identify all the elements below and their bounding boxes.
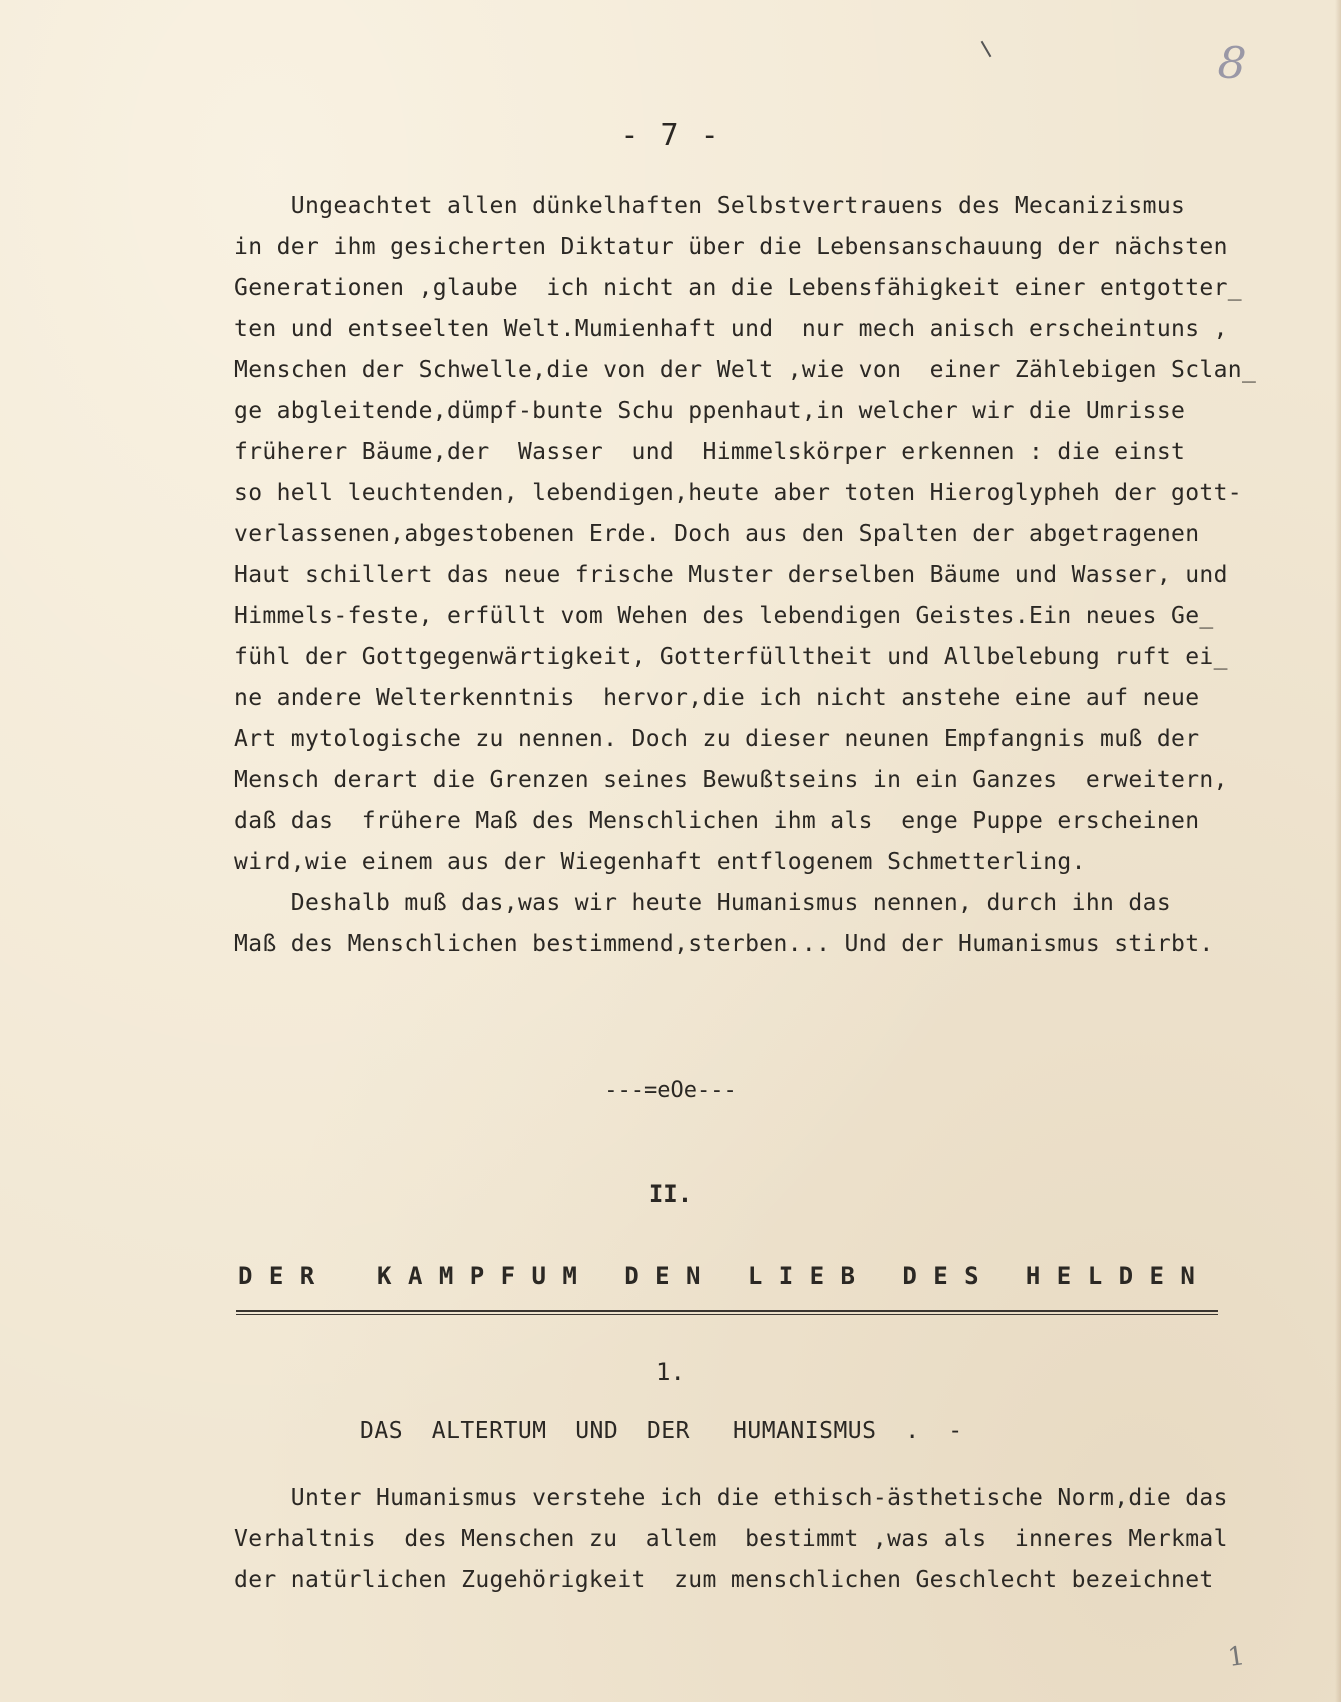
text-line: Art mytologische zu nennen. Doch zu dieser neunen Empfangnis muß der	[234, 726, 1200, 752]
text-line: Mensch derart die Grenzen seines Bewußtseins in ein Ganzes erweitern,	[234, 767, 1228, 793]
chapter-numeral: II.	[648, 1180, 693, 1208]
section-title: DAS ALTERTUM UND DER HUMANISMUS . -	[360, 1418, 963, 1444]
text-line: Menschen der Schwelle,die von der Welt ,wie von einer Zählebigen Sclan_	[234, 357, 1257, 383]
text-line: Himmels-feste, erfüllt vom Wehen des lebendigen Geistes.Ein neues Ge_	[234, 603, 1214, 629]
text-line: ge abgleitende,dümpf-bunte Schu ppenhaut,in welcher wir die Umrisse	[234, 398, 1186, 424]
page-number: - 7 -	[620, 118, 721, 153]
text-line: Haut schillert das neue frische Muster derselben Bäume und Wasser, und	[234, 562, 1228, 588]
text-line: früherer Bäume,der Wasser und Himmelskörper erkennen : die einst	[234, 439, 1186, 465]
text-line: Maß des Menschlichen bestimmend,sterben... Und der Humanismus stirbt.	[234, 931, 1214, 957]
pencil-mark	[981, 41, 992, 58]
paper-edge-shadow	[1335, 0, 1341, 1702]
text-line: der natürlichen Zugehörigkeit zum menschlichen Geschlecht bezeichnet	[234, 1567, 1214, 1593]
section-number: 1.	[656, 1358, 685, 1386]
text-line: in der ihm gesicherten Diktatur über die Lebensanschauung der nächsten	[234, 234, 1228, 260]
chapter-title-underline	[236, 1310, 1218, 1315]
text-line: so hell leuchtenden, lebendigen,heute aber toten Hieroglypheh der gott-	[234, 480, 1242, 506]
section-divider: ---=eOe---	[604, 1078, 737, 1103]
pencil-corner-mark: 1	[1225, 1640, 1247, 1674]
text-line: Ungeachtet allen dünkelhaften Selbstvertrauens des Mecanizismus	[234, 193, 1186, 219]
text-line: verlassenen,abgestobenen Erde. Doch aus den Spalten der abgetragenen	[234, 521, 1200, 547]
text-line: Unter Humanismus verstehe ich die ethisch-ästhetische Norm,die das	[234, 1485, 1228, 1511]
handwritten-folio-number: 8	[1216, 37, 1248, 90]
text-line: ne andere Welterkenntnis hervor,die ich nicht anstehe eine auf neue	[234, 685, 1200, 711]
text-line: Deshalb muß das,was wir heute Humanismus nennen, durch ihn das	[234, 890, 1172, 916]
text-line: Generationen ,glaube ich nicht an die Lebensfähigkeit einer entgotter_	[234, 275, 1242, 301]
chapter-title: D E R K A M P F U M D E N L I E B D E S H E L D E N	[238, 1262, 1196, 1290]
text-line: ten und entseelten Welt.Mumienhaft und nur mech anisch erscheintuns ,	[234, 316, 1228, 342]
text-line: daß das frühere Maß des Menschlichen ihm als enge Puppe erscheinen	[234, 808, 1200, 834]
text-line: Verhaltnis des Menschen zu allem bestimmt ,was als inneres Merkmal	[234, 1526, 1228, 1552]
text-line: wird,wie einem aus der Wiegenhaft entflogenem Schmetterling.	[234, 849, 1086, 875]
text-line: fühl der Gottgegenwärtigkeit, Gotterfülltheit und Allbelebung ruft ei_	[234, 644, 1228, 670]
